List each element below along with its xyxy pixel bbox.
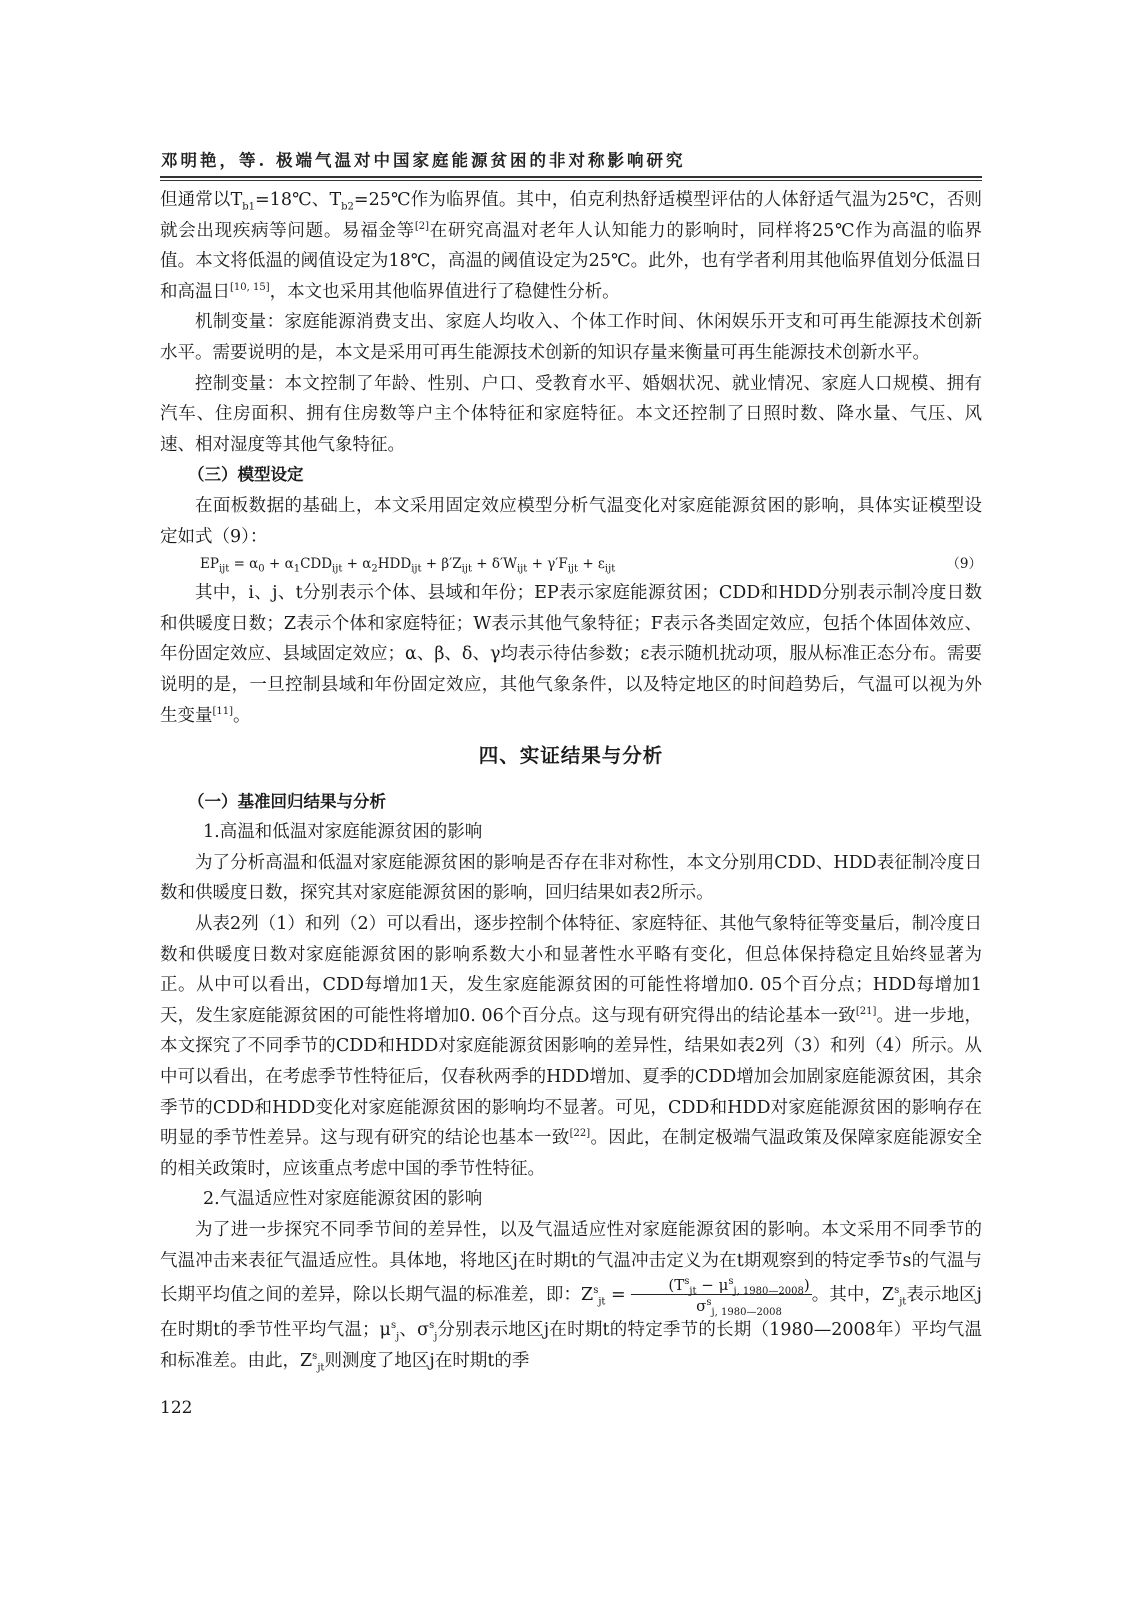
section-heading-results: 四、实证结果与分析: [478, 744, 664, 768]
paragraph-asymmetry: 为了分析高温和低温对家庭能源贫困的影响是否存在非对称性，本文分别用CDD、HDD表征制冷度日数和供暖度日数，探究其对家庭能源贫困的影响，回归结果如表2所示。: [160, 852, 982, 904]
paragraph-mechanism-variables: 机制变量：家庭能源消费支出、家庭人均收入、个体工作时间、休闲娱乐开支和可再生能源技术创新水平。需要说明的是，本文是采用可再生能源技术创新的知识存量来衡量可再生能源技术创新水平。: [160, 312, 982, 363]
subsection-heading-baseline: （一）基准回归结果与分析: [188, 791, 386, 811]
page-number: 122: [160, 1398, 193, 1418]
section-heading-model: （三）模型设定: [188, 465, 304, 485]
citation: [22]: [569, 1128, 591, 1140]
citation: [21]: [855, 1006, 877, 1018]
paragraph-threshold: 但通常以$T_{b1}=18℃$、$T_{b2}=25℃$作为临界值。其中，伯克利热舒适模型评估的人体舒适气温为25℃，否则就会出现疾病等问题。易福金等[2]在研究高温对老年人认知能力的影响时，同样将25℃作为高温的临界值。本文将低温的阈值设定为18℃，高温的阈值设定为25℃。此外，也有学者利用其他临界值划分低温日和高温日[10, 15]，本文也采用其他临界值进行了稳健性分析。: [160, 190, 982, 302]
equation-number: （9）: [946, 556, 982, 573]
paragraph-control-variables: 控制变量：本文控制了年龄、性别、户口、受教育水平、婚姻状况、就业情况、家庭人口规模、拥有汽车、住房面积、拥有住房数等户主个体特征和家庭特征。本文还控制了日照时数、降水量、气压、风速、相对湿度等其他气象特征。: [160, 373, 982, 455]
body-text: [160, 185, 982, 1376]
paragraph-variable-definitions: 其中，i、j、t分别表示个体、县域和年份；EP表示家庭能源贫困；CDD和HDD分别表示制冷度日数和供暖度日数；Z表示个体和家庭特征；W表示其他气象特征；F表示各类固定效应，包括个体固体效应、年份固定效应、县域固定效应；α、β、δ、γ均表示待估参数；ε表示随机扰动项，服从标准正态分布。需要说明的是，一旦控制县域和年份固定效应，其他气象条件，以及特定地区的时间趋势后，气温可以视为外生变量[11]。: [160, 583, 982, 726]
header-rule-thin: [160, 180, 982, 181]
temperature-shock-fraction: $\frac{(T^s_{jt} - \mu^s_{j, 1980—2008})}{\sigma^s_{j, 1980—2008}}$: [631, 1276, 811, 1315]
subsubsection-heading-high-low-temp: 1.高温和低温对家庭能源贫困的影响: [203, 822, 483, 843]
citation: [10, 15]: [230, 281, 270, 293]
paragraph-temperature-shock: 为了进一步探究不同季节间的差异性，以及气温适应性对家庭能源贫困的影响。本文采用不同季节的气温冲击来表征气温适应性。具体地，将地区j在时期t的气温冲击定义为在t期观察到的特定季节s的气温与长期平均值之间的差异，除以长期气温的标准差，即：$Z^s_{jt}$ = $\frac{(T^s_{jt} - \mu^s_{j, 1980—2008})}{\sigma^s_{j, 1980—2008}}$ 。其中，$Z^s_{jt}$表示地区j在时期t的季节性平均气温；$\mu^s_j$、$\sigma^s_j$分别表示地区j在时期t的特定季节的长期（1980—2008年）平均气温和标准差。由此，$Z^s_{jt}$则测度了地区j在时期t的季: [160, 1220, 983, 1374]
header-rule: [160, 176, 982, 178]
paragraph-model: 在面板数据的基础上，本文采用固定效应模型分析气温变化对家庭能源贫困的影响，具体实证模型设定如式（9）：: [160, 495, 982, 547]
citation: [11]: [212, 705, 234, 717]
equation-9: $EP_{ijt} = \alpha_0 + \alpha_1CDD_{ijt} + \alpha_2HDD_{ijt} + \beta'Z_{ijt} + \delta'W_{ijt} + \gamma'F_{ijt} + \varepsilon_{ijt}$ （9）: [200, 553, 982, 575]
paragraph-table2-results: 从表2列（1）和列（2）可以看出，逐步控制个体特征、家庭特征、其他气象特征等变量后，制冷度日数和供暖度日数对家庭能源贫困的影响系数大小和显著性水平略有变化，但总体保持稳定且始终显著为正。从中可以看出，CDD每增加1天，发生家庭能源贫困的可能性将增加0. 05个百分点；HDD每增加1天，发生家庭能源贫困的可能性将增加0. 06个百分点。这与现有研究得出的结论基本一致[21]。进一步地，本文探究了不同季节的CDD和HDD对家庭能源贫困影响的差异性，结果如表2列（3）和列（4）所示。从中可以看出，在考虑季节性特征后，仅春秋两季的HDD增加、夏季的CDD增加会加剧家庭能源贫困，其余季节的CDD和HDD变化对家庭能源贫困的影响均不显著。可见，CDD和HDD对家庭能源贫困的影响存在明显的季节性差异。这与现有研究的结论也基本一致[22]。因此，在制定极端气温政策及保障家庭能源安全的相关政策时，应该重点考虑中国的季节性特征。: [160, 914, 982, 1179]
subsubsection-heading-adaptation: 2.气温适应性对家庭能源贫困的影响: [203, 1189, 483, 1210]
running-head: 邓明艳，等. 极端气温对中国家庭能源贫困的非对称影响研究: [161, 151, 686, 170]
citation: [2]: [414, 220, 430, 232]
